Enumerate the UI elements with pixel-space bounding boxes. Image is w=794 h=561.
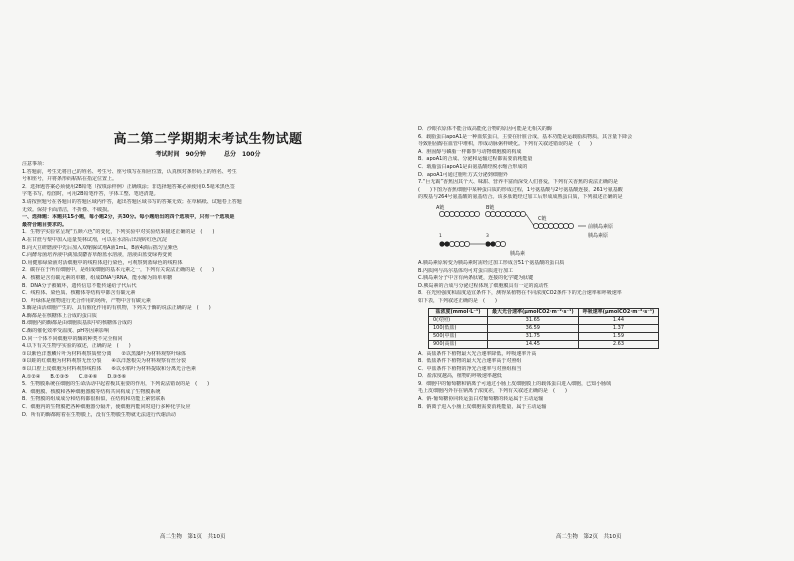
insulin-diagram-svg: [428, 204, 628, 258]
table-cell: 0(对照): [429, 316, 488, 324]
question-line: C.酶的催化效率受温度、pH等因素影响: [22, 328, 110, 335]
exam-page-2: [418, 126, 790, 546]
chain-link-line: [526, 214, 534, 226]
notes-heading: 注意事项：: [22, 161, 48, 167]
question-line: 8．在光照强度和温度适宜条件下，测得某植物在不同浓度CO2条件下的光合速率和呼吸速率: [418, 290, 622, 297]
table-cell: 36.59: [488, 324, 579, 332]
note-line: 号和座号，并将条形码粘贴在指定位置上。: [22, 176, 118, 183]
table-header-row: [429, 308, 659, 316]
question-line: C.胰岛素分子中含有两条肽链，连接的化学键为肽键: [418, 275, 534, 282]
table-row: [429, 332, 659, 340]
table-header: 呼吸速率(μmolCO2·m⁻²·s⁻¹): [578, 308, 659, 316]
table-cell: 2.63: [578, 340, 659, 348]
question-line: D．所有的酶都附着在生物膜上，没有生物膜生物就无法进行代谢活动: [22, 411, 176, 418]
table-header: 盐浓度(mmol·L⁻¹): [429, 308, 488, 316]
question-line: A.在甘蔗与梨中加入适量斐林试剂，可以在水浴后出现砖红色沉淀: [22, 236, 167, 243]
question-line: 7.“巨无霸”香蕉因其个大、味甜、营养丰富而深受人们喜爱，下列有关香蕉的说法正确的是: [418, 179, 618, 186]
question-line: B.内质网与高尔基体均可对蛋白质进行加工: [418, 267, 514, 274]
table-cell: 1.59: [578, 332, 659, 340]
page-footer-1: 高二生物 第1页 共10页: [160, 534, 226, 540]
question-line: 3.酶是由活细胞产生的、具有催化作用的有机物，下列关于酶的说法正确的是 ( ): [22, 305, 211, 312]
question-line: D．叶绿体是植物进行光合作用的场所，产物中含有碳元素: [22, 297, 151, 304]
question-line: A．核糖是含有碳元素的单糖，组成DNA与RNA，能水解为简单单糖: [22, 274, 173, 281]
chain-a-beads: [439, 211, 479, 216]
exam-meta: [22, 150, 394, 159]
label-residue-1: 1: [439, 233, 442, 239]
legend-insulin: 胰岛素: [510, 250, 526, 257]
legend-preproinsulin: 前胰岛素原: [588, 223, 614, 230]
label-b-chain: B链: [486, 204, 495, 211]
question-line: 如下表，下列叙述正确的是 ( ): [418, 297, 497, 304]
question-line: B．apoA1的合成、分泌和运输过程都需要消耗能量: [418, 156, 533, 163]
legend-proinsulin: 胰岛素原: [588, 232, 609, 239]
question-line: ⑤以口腔上皮细胞为材料观察线粒体 ⑥以水稻叶为材料提取和分离光合色素: [22, 366, 196, 373]
note-line: 3.请按照题号在各题目的答题区域内作答，超出答题区域书写的答案无效；在草稿纸、试题卷上答题: [22, 198, 242, 205]
question-line: D．沙眼衣原体不能合成高能化合物的原因可能是无相关的酶: [418, 126, 552, 132]
question-line: B．钠离子进入小肠上皮细胞需要消耗能量，属于主动运输: [418, 403, 547, 410]
chain-c-beads: [533, 223, 573, 228]
question-line: 2．碳存在于所有细胞中，是组成细胞的基本元素之一，下列有关说法正确的是 ( ): [22, 267, 215, 274]
label-a-chain: A链: [436, 204, 445, 211]
question-line: B.细胞内的酶都是由细胞质基质中的核糖体合成的: [22, 320, 133, 327]
page-footer-2: 高二生物 第2页 共10页: [556, 534, 622, 540]
table-cell: 1.37: [578, 324, 659, 332]
exam-title: 高二第二学期期末考试生物试题: [113, 132, 303, 147]
question-line: A．高盐条件下植物最大光合速率降低，呼吸速率升高: [418, 350, 537, 357]
question-line: 5．生物膜系统在细胞的生命活动中起着极其重要的作用，下列说法错误的是 ( ): [22, 381, 210, 388]
question-line: C.向酵母菌培养液中滴加溴麝香草酚蓝水溶液，溶液由蓝变绿再变黄: [22, 252, 173, 259]
question-line: ( )下图为香蕉细胞中某种蛋白质的形成过程，1号氨基酸与2号氨基酸连接，261号氨基酸: [418, 186, 623, 193]
salt-data-table: [428, 308, 659, 349]
table-cell: 31.65: [488, 316, 579, 324]
table-cell: 14.45: [488, 340, 579, 348]
label-c-chain: C链: [538, 215, 547, 222]
question-line: 毛上皮细胞内外存在钠离子浓度差，下列有关叙述正确的是 ( ): [418, 388, 567, 395]
chain-b-beads: [485, 211, 525, 216]
question-line: C．中盐条件下植物的净光合速率与对照组相当: [418, 365, 522, 372]
question-line: A．钠-葡萄糖协同转运蛋白对葡萄糖的转运属于主动运输: [418, 396, 544, 403]
table-cell: 900(高盐): [429, 340, 488, 348]
question-line: C．载脂蛋白apoA1是由氨基酸经脱水缩合形成的: [418, 163, 528, 170]
question-line: B．DNA分子被破坏，遗传信息不能传递给子代后代: [22, 282, 137, 289]
question-line: A.胰岛素原转变为胰岛素时需经过加工形成含51个氨基酸的蛋白质: [418, 259, 565, 266]
question-line: D．盐浓度越高，植物的呼吸速率越低: [418, 373, 502, 380]
table-row: [429, 340, 659, 348]
question-line: D.同一个体不同细胞中的酶的种类不完全相同: [22, 335, 123, 342]
question-line: A.①②④ B.①③⑤ C.②④⑥ D.③⑤⑥: [22, 373, 127, 380]
table-header: 最大光合速率(μmolCO2·m⁻²·s⁻¹): [488, 308, 579, 316]
question-line: D．apoA1可通过胞吐方式分泌到细胞外: [418, 171, 508, 178]
question-line: C．细胞内的生物膜把各种细胞器分隔开，使细胞内能同时进行多种化学反应: [22, 404, 191, 410]
exam-page-1: [22, 128, 394, 548]
question-line: A．胆固醇与磷脂一样都参与动物细胞膜的构成: [418, 148, 522, 155]
question-line: 4.以下有关生物学实验的叙述，正确的是 ( ): [22, 343, 131, 350]
table-row: [429, 324, 659, 332]
insulin-diagram: [428, 204, 790, 258]
note-line: 无效。保持卡面清洁，不折叠、不破损。: [22, 206, 113, 213]
note-line: 1.答题前，考生先将自己的姓名、考生号、座号填写在相应位置，认真核对条形码上的姓名、考生: [22, 168, 237, 175]
question-line: 的羧基与264号氨基酸的氨基结合。该多肽链经过加工后形成成熟蛋白质，下列叙述正确的是: [418, 194, 623, 201]
question-line: B．生物膜的组成成分和结构都很相似，在结构和功能上紧密联系: [22, 396, 166, 403]
note-line: 字笔书写，绘图时，可用2B铅笔作答，字体工整、笔迹清楚。: [22, 191, 159, 198]
exam-score: 总分 100分: [223, 151, 261, 158]
label-residue-3: 3: [486, 233, 489, 239]
note-line: 2．选择题答案必须使用2B铅笔（按填涂样例）正确填涂；非选择题答案必须使用0.5毫米黑色签: [22, 183, 235, 190]
table-row: [429, 316, 659, 324]
question-line: A.酶都是在核糖体上合成的蛋白质: [22, 312, 97, 319]
question-line: 6．载脂蛋白apoA1是一种血浆蛋白，主要在肝脏合成，基本功能是运载脂质物质，其含量下降会: [418, 133, 633, 140]
question-line: A．细胞膜、核膜和各种细胞器膜等结构共同构成了生物膜系统: [22, 388, 161, 395]
table-cell: 500(中盐): [429, 332, 488, 340]
question-line: 1．生物学实验常呈现“五颜六色”的变化，下列实验中对实验结果描述正确的是 ( ): [22, 229, 215, 236]
question-line: B.向大豆研磨液中先后加入双缩脲试剂A液1mL，B液4滴后摇匀呈紫色: [22, 244, 178, 251]
question-line: 导致胆固醇在血管中堆积，形成动脉粥样硬化。下列有关叙述错误的是 ( ): [418, 141, 592, 148]
question-line: D.用健那绿染液对活细胞中的线粒体进行染色，可观察到蓝绿色的线粒体: [22, 259, 183, 266]
table-cell: 100(低盐): [429, 324, 488, 332]
table-cell: 1.44: [578, 316, 659, 324]
question-line: C．线粒体、染色质、核糖体等结构中都含有碳元素: [22, 290, 136, 297]
exam-time: 考试时间 90分钟: [155, 151, 206, 158]
question-line: B．低盐条件下植物的最大光合速率高于对照组: [418, 358, 522, 365]
section-heading-cont: 最符合题目要求的。: [22, 221, 68, 228]
table-cell: 31.75: [488, 332, 579, 340]
question-line: ①以紫色洋葱鳞片叶为材料观察质壁分离 ②以黑藻叶为材料观察叶绿体: [22, 350, 186, 357]
question-line: ③以蛙的红细胞为材料观察无丝分裂 ④以洋葱根尖为材料观察有丝分裂: [22, 358, 186, 365]
question-line: 9．细胞中的葡萄糖和钠离子可通过小肠上皮细胞膜上的载体蛋白进入细胞，已知小肠绒: [418, 380, 612, 387]
question-line: D.胰岛素的合成与分泌过程体现了细胞膜具有一定的流动性: [418, 282, 549, 289]
section-heading: 一、选择题：本题共15小题，每小题2分，共30分。每小题给出的四个选项中，只有一个选项是: [22, 214, 235, 221]
